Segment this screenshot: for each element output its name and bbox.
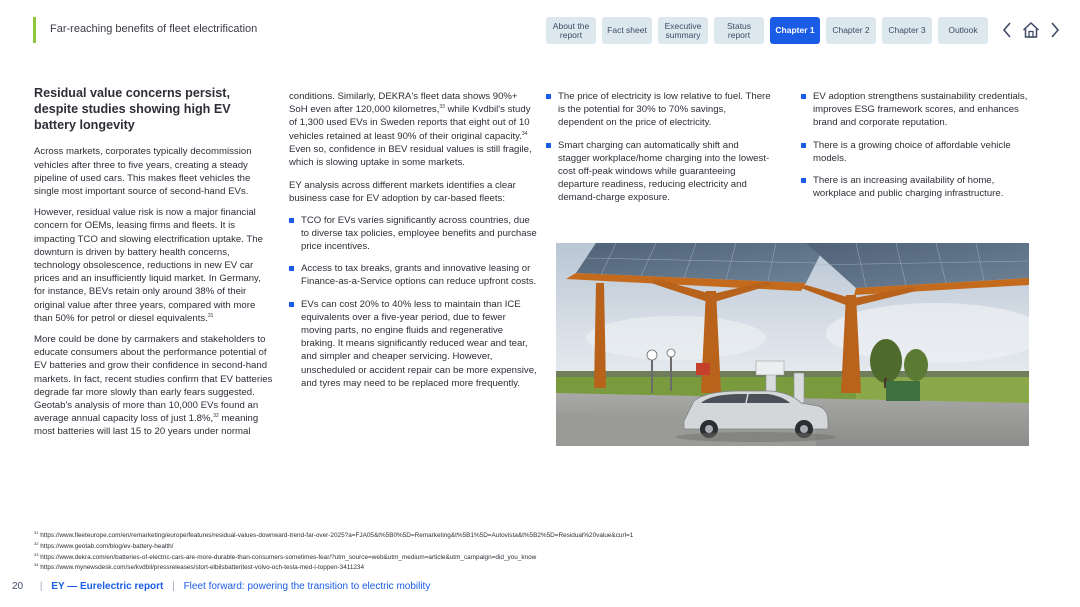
footnote[interactable]: $^{32}$ https://www.geotab.com/blog/ev-battery-health/ bbox=[34, 540, 174, 550]
footnote[interactable]: $^{33}$ https://www.dekra.com/en/batteries-of-electric-cars-are-more-durable-than-consumers-sometimes-fear/?utm_source=web&utm_medium=article&utm_campaign=did_you_know bbox=[34, 551, 537, 561]
nav-chapter-1[interactable]: Chapter 1 bbox=[770, 17, 820, 44]
footnotes bbox=[34, 531, 633, 574]
footnote[interactable]: $^{34}$ https://www.mynewsdesk.com/se/kvdbil/pressreleases/stort-elbilsbatteritest-volvo-och-tesla-med-i-toppen-3411234 bbox=[34, 562, 365, 572]
column-2 bbox=[289, 90, 537, 399]
col1-paragraph-3: More could be done by carmakers and stakeholders to educate consumers about the performance potential of EV batteries and grow their confidence in second-hand markets. In fact, recent studies confirm that EV batteries degrade far more slowly than early fears suggested. Geotab's analysis of more than 10,000 EVs found an average annual capacity loss of just 1.8%,$^{32}$ meaning most batteries will last 15 to 20 years under normal bbox=[34, 334, 273, 438]
footnote-ref[interactable]: 33 bbox=[439, 104, 445, 111]
charging-station-photo bbox=[556, 243, 1029, 446]
list-item: EVs can cost 20% to 40% less to maintain than ICE equivalents over a five-year period, due to fewer moving parts, no engine fluids and regenerative braking. It means significantly reduced wear and tear, and simpler and cheaper servicing. However, unscheduled or accident repair can be more expensive, and tyres may need to be replaced more frequently. bbox=[289, 298, 537, 390]
col1-paragraph-2: However, residual value risk is now a major financial concern for OEMs, leasing firms and fleets. It is impacting TCO and slowing electrification uptake. The downturn is driven by battery health concerns, technology obsolescence, reductions in new EV car prices and an insufficiently liquid market. In Germany, for instance, BEVs retain only around 38% of their original value after three years, compared with more than 50% for petrol or diesel equivalents.$^{31}$ bbox=[34, 207, 263, 324]
list-item: Access to tax breaks, grants and innovative leasing or Finance-as-a-Service options can reduce upfront costs. bbox=[289, 262, 537, 288]
column-3 bbox=[546, 90, 771, 214]
list-item: TCO for EVs varies significantly across countries, due to diverse tax policies, employee benefits and purchase price incentives. bbox=[289, 214, 537, 254]
footnote-ref[interactable]: 32 bbox=[213, 413, 219, 420]
home-icon[interactable] bbox=[1022, 20, 1040, 40]
col2-bullet-list bbox=[289, 214, 537, 390]
section-heading: Residual value concerns persist, despite studies showing high EV battery longevity bbox=[34, 86, 231, 132]
list-item: There is an increasing availability of home, workplace and public charging infrastructure. bbox=[801, 174, 1037, 200]
list-item: The price of electricity is low relative to fuel. There is the potential for 30% to 70% savings, dependent on the price of electricity. bbox=[546, 90, 771, 130]
footnote-ref[interactable]: 34 bbox=[521, 130, 528, 137]
list-item: Smart charging can automatically shift and stagger workplace/home charging into the lowest-cost off-peak windows while guaranteeing departure readiness, reducing electricity and demand-charge exposure. bbox=[546, 139, 771, 205]
footnote[interactable]: $^{31}$ https://www.fleeteurope.com/en/remarketing/europe/features/residual-values-downward-trend-far-over-2025?a=FJA05&t%5B0%5D=Remarketing&t%5B1%5D=Autovista&t%5B2%5D=Residual%20value&curl=1 bbox=[34, 529, 634, 539]
chapter-nav bbox=[546, 17, 988, 44]
page-header bbox=[0, 0, 1080, 62]
chevron-right-icon[interactable] bbox=[1046, 20, 1064, 40]
nav-outlook[interactable]: Outlook bbox=[938, 17, 988, 44]
nav-executive-summary[interactable]: Executive summary bbox=[658, 17, 708, 44]
chevron-left-icon[interactable] bbox=[998, 20, 1016, 40]
col4-bullet-list bbox=[801, 90, 1037, 200]
column-1 bbox=[34, 86, 274, 447]
col3-bullet-list bbox=[546, 90, 771, 205]
col1-paragraph-1: Across markets, corporates typically decommission vehicles after three to five years, creating a steady pipeline of used cars. This makes fleet vehicles the single most important source of second-hand EVs. bbox=[34, 146, 252, 197]
col2-paragraph-2: EY analysis across different markets identifies a clear business case for EV adoption by car-based fleets: bbox=[289, 180, 516, 205]
footer-divider: | bbox=[172, 581, 175, 592]
page-number: 20 bbox=[12, 581, 24, 592]
list-item: EV adoption strengthens sustainability credentials, improves ESG framework scores, and enhances brand and corporate reputation. bbox=[801, 90, 1037, 130]
column-4 bbox=[801, 90, 1037, 209]
footnote-ref[interactable]: 31 bbox=[207, 312, 214, 319]
page-footer bbox=[12, 581, 430, 592]
nav-icons bbox=[998, 20, 1064, 40]
list-item: There is a growing choice of affordable vehicle models. bbox=[801, 139, 1037, 165]
col2-paragraph-1: conditions. Similarly, DEKRA's fleet data shows 90%+ SoH even after 120,000 kilometres,$^{33}$ while Kvdbil's study of 1,300 used EVs in Sweden reports that eight out of 10 vehicles retained at least 90% of their original capacity.$^{34}$ Even so, confidence in BEV residual values is still fragile, which is slowing uptake in some markets. bbox=[289, 91, 532, 169]
footer-subtitle: Fleet forward: powering the transition to electric mobility bbox=[183, 581, 431, 592]
nav-about-the-report[interactable]: About the report bbox=[546, 17, 596, 44]
nav-fact-sheet[interactable]: Fact sheet bbox=[602, 17, 652, 44]
footer-divider: | bbox=[39, 581, 43, 592]
nav-chapter-3[interactable]: Chapter 3 bbox=[882, 17, 932, 44]
nav-status-report[interactable]: Status report bbox=[714, 17, 764, 44]
header-title: Far-reaching benefits of fleet electrification bbox=[50, 23, 258, 35]
nav-chapter-2[interactable]: Chapter 2 bbox=[826, 17, 876, 44]
header-accent-bar bbox=[33, 17, 36, 43]
footer-brand: EY — Eurelectric report bbox=[51, 581, 164, 592]
